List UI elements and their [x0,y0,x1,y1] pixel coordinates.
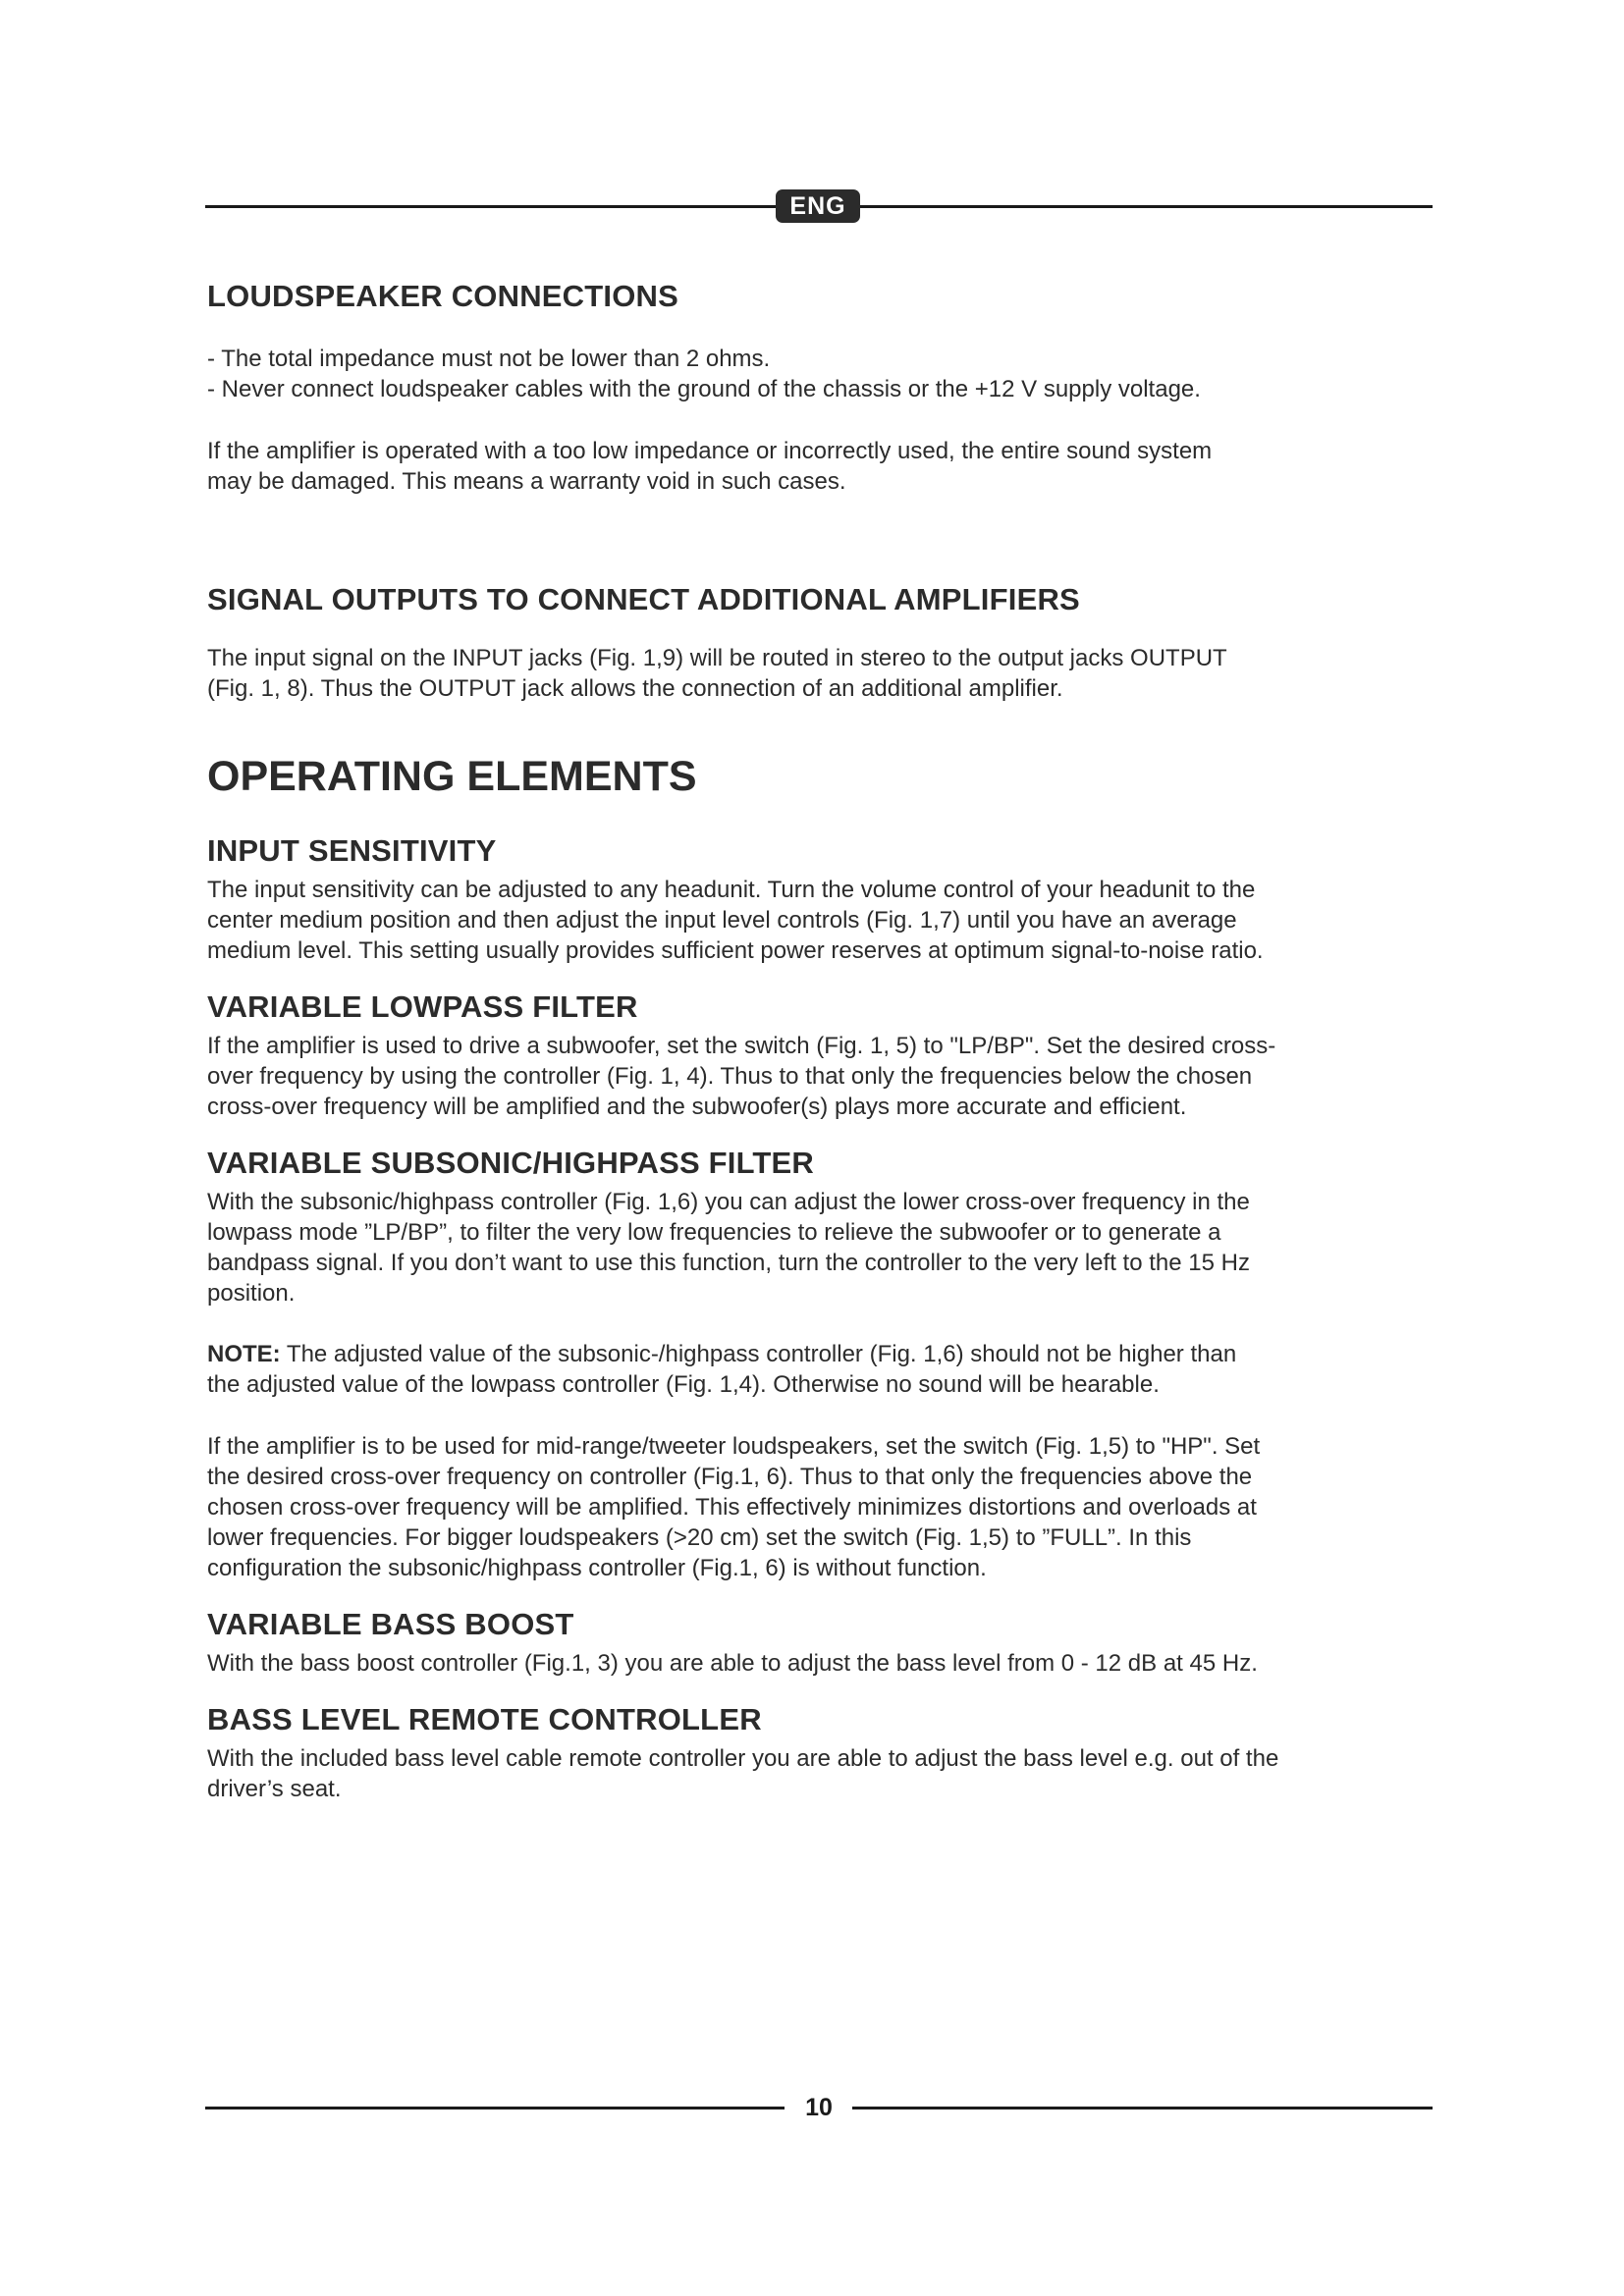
heading-operating-elements: OPERATING ELEMENTS [207,753,697,800]
text-line: With the bass boost controller (Fig.1, 3) you are able to adjust the bass level from 0 - 12 dB at 45 Hz. [207,1650,1258,1677]
input-sensitivity-paragraph [207,875,1474,966]
text-line: position. [207,1280,296,1307]
heading-input-sensitivity: INPUT SENSITIVITY [207,833,497,868]
footer-rule-left [205,2107,785,2109]
page-number: 10 [805,2094,833,2121]
text-line: If the amplifier is used to drive a subwoofer, set the switch (Fig. 1, 5) to "LP/BP". Set the desired cross- [207,1033,1276,1059]
note-text: The adjusted value of the subsonic-/highpass controller (Fig. 1,6) should not be higher than [280,1341,1237,1367]
footer-rule-right [852,2107,1433,2109]
note-label: NOTE: [207,1341,281,1367]
bass-remote-paragraph [207,1743,1474,1804]
text-line: lowpass mode ”LP/BP”, to filter the very low frequencies to relieve the subwoofer or to generate a [207,1219,1221,1246]
text-line: lower frequencies. For bigger loudspeakers (>20 cm) set the switch (Fig. 1,5) to ”FULL”. In this [207,1524,1192,1551]
text-line: driver’s seat. [207,1776,342,1802]
text-line: bandpass signal. If you don’t want to use this function, turn the controller to the very left to the 15 Hz [207,1250,1250,1276]
heading-bass-level-remote-controller: BASS LEVEL REMOTE CONTROLLER [207,1702,762,1736]
heading-variable-subsonic-highpass-filter: VARIABLE SUBSONIC/HIGHPASS FILTER [207,1146,815,1180]
note-line [207,1339,1474,1369]
text-line: (Fig. 1, 8). Thus the OUTPUT jack allows the connection of an additional amplifier. [207,675,1063,702]
language-badge: ENG [776,189,860,223]
text-line: over frequency by using the controller (Fig. 1, 4). Thus to that only the frequencies below the chosen [207,1063,1253,1090]
heading-loudspeaker-connections: LOUDSPEAKER CONNECTIONS [207,279,678,313]
text-line: The input sensitivity can be adjusted to any headunit. Turn the volume control of your headunit to the [207,877,1256,903]
text-line: the desired cross-over frequency on controller (Fig.1, 6). Thus to that only the frequencies above the [207,1464,1253,1490]
bass-boost-paragraph [207,1648,1474,1679]
text-line: configuration the subsonic/highpass controller (Fig.1, 6) is without function. [207,1555,987,1581]
bullet-ground: - Never connect loudspeaker cables with the ground of the chassis or the +12 V supply voltage. [207,376,1201,402]
text-line: medium level. This setting usually provides sufficient power reserves at optimum signal-to-noise ratio. [207,937,1264,964]
text-line: With the subsonic/highpass controller (Fig. 1,6) you can adjust the lower cross-over frequency in the [207,1189,1250,1215]
text-line: The input signal on the INPUT jacks (Fig. 1,9) will be routed in stereo to the output jacks OUTPUT [207,645,1227,671]
heading-variable-lowpass-filter: VARIABLE LOWPASS FILTER [207,989,638,1024]
text-line: With the included bass level cable remote controller you are able to adjust the bass level e.g. out of the [207,1745,1279,1772]
text-line: chosen cross-over frequency will be amplified. This effectively minimizes distortions and overloads at [207,1494,1257,1521]
lowpass-paragraph [207,1031,1474,1122]
bullet-impedance: - The total impedance must not be lower than 2 ohms. [207,346,771,372]
heading-variable-bass-boost: VARIABLE BASS BOOST [207,1607,574,1641]
subsonic-note [207,1339,1474,1400]
text-line: cross-over frequency will be amplified and the subwoofer(s) plays more accurate and efficient. [207,1094,1187,1120]
heading-signal-outputs: SIGNAL OUTPUTS TO CONNECT ADDITIONAL AMPLIFIERS [207,582,1080,616]
subsonic-paragraph [207,1187,1474,1308]
text-line: center medium position and then adjust the input level controls (Fig. 1,7) until you have an average [207,907,1237,934]
text-line: may be damaged. This means a warranty void in such cases. [207,468,846,495]
loudspeaker-bullets [207,344,1474,404]
text-line: If the amplifier is to be used for mid-range/tweeter loudspeakers, set the switch (Fig. 1,5) to "HP". Set [207,1433,1261,1460]
text-line: If the amplifier is operated with a too low impedance or incorrectly used, the entire sound system [207,438,1213,464]
loudspeaker-warning-paragraph [207,436,1474,497]
text-line: the adjusted value of the lowpass controller (Fig. 1,4). Otherwise no sound will be hearable. [207,1371,1160,1398]
highpass-paragraph [207,1431,1474,1583]
signal-outputs-paragraph [207,643,1474,704]
page-content [207,277,1474,1804]
